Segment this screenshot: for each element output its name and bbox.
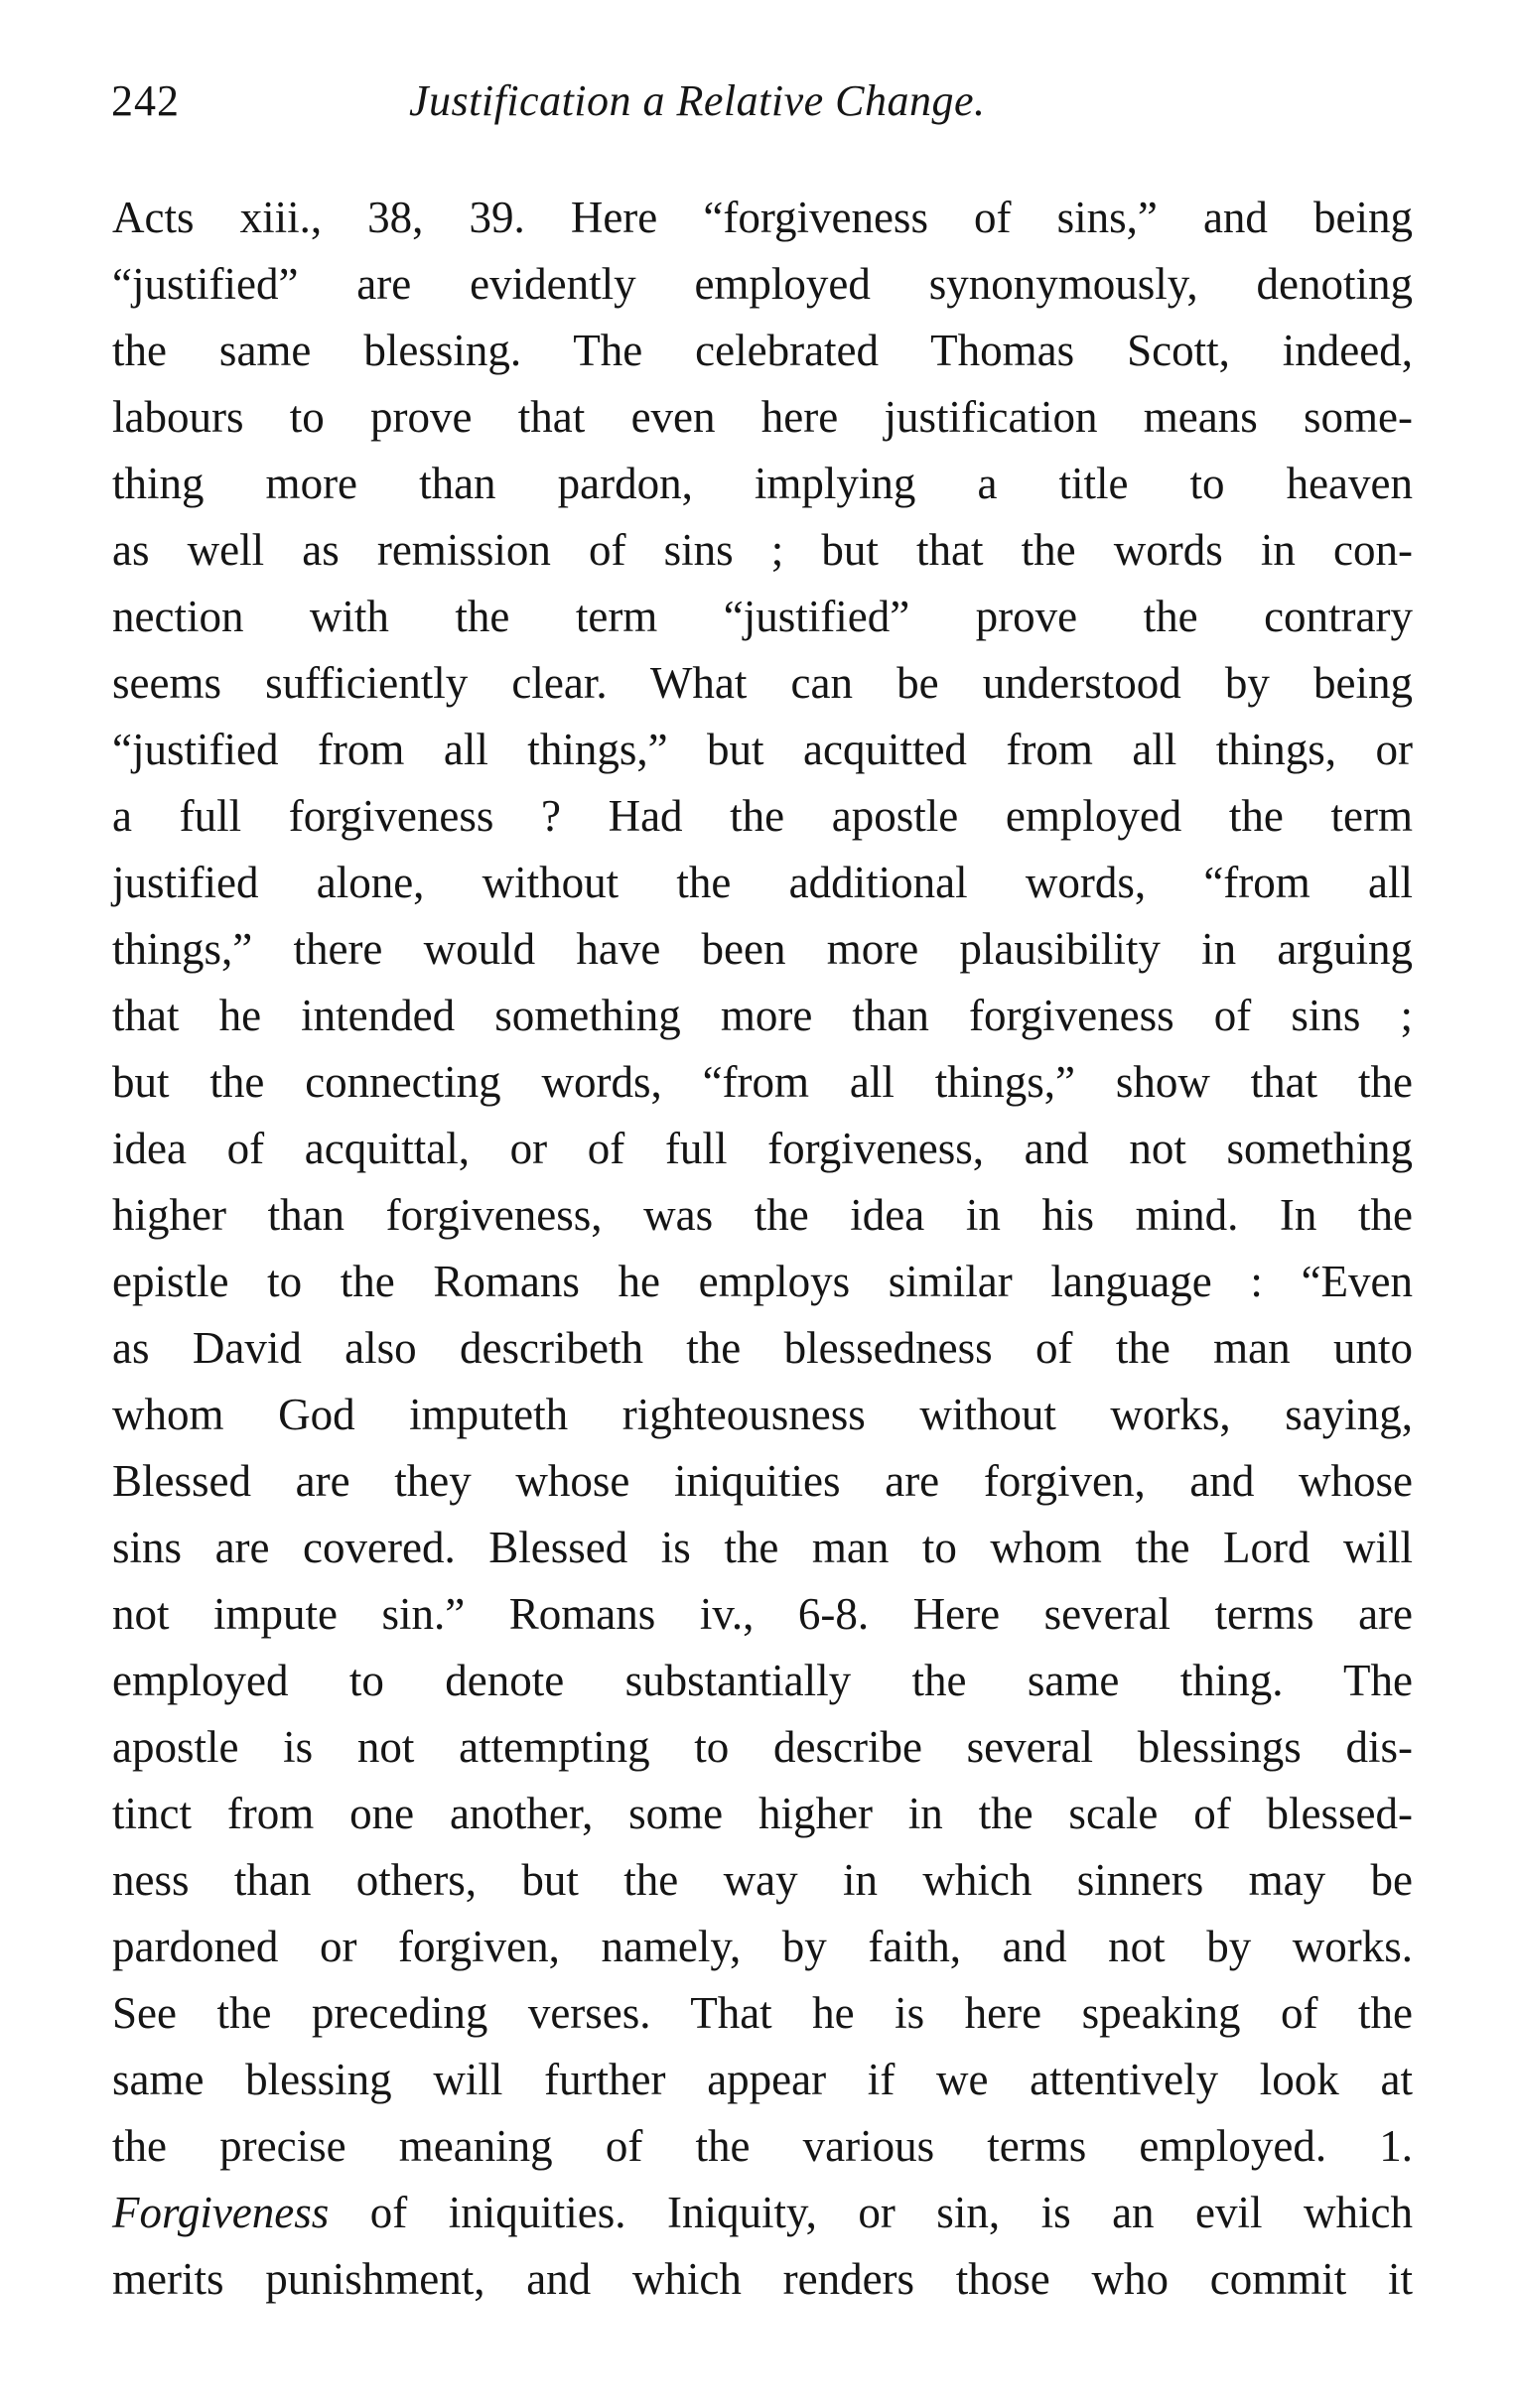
text-line: pardoned or forgiven, namely, by faith, and not by works. [112, 1922, 1413, 1971]
text-line: whom God imputeth righteousness without works, saying, [112, 1390, 1413, 1439]
text-line: not impute sin.” Romans iv., 6-8. Here several terms are [112, 1589, 1413, 1639]
text-line: Blessed are they whose iniquities are forgiven, and whose [112, 1456, 1413, 1506]
text-line: idea of acquittal, or of full forgiveness, and not something [112, 1124, 1413, 1173]
text-line: employed to denote substantially the same thing. The [112, 1656, 1413, 1705]
text-line: “justified from all things,” but acquitted from all things, or [112, 725, 1413, 774]
text-line: See the preceding verses. That he is here speaking of the [112, 1988, 1413, 2038]
text-line: as well as remission of sins ; but that the words in con- [112, 525, 1413, 575]
body-text [112, 185, 1413, 2313]
text-line: tinct from one another, some higher in the scale of blessed- [112, 1789, 1413, 1838]
text-line: thing more than pardon, implying a title to heaven [112, 459, 1413, 508]
text-line: things,” there would have been more plausibility in arguing [112, 924, 1413, 974]
text-line: a full forgiveness ? Had the apostle employed the term [112, 791, 1413, 841]
text-line: sins are covered. Blessed is the man to whom the Lord will [112, 1523, 1413, 1572]
text-line: nection with the term “justified” prove the contrary [112, 592, 1413, 641]
text-line: “justified” are evidently employed synonymously, denoting [112, 259, 1413, 309]
text-line: labours to prove that even here justification means some- [112, 392, 1413, 442]
italic-term: Forgiveness [112, 2188, 330, 2237]
text-line: but the connecting words, “from all things,” show that the [112, 1057, 1413, 1107]
text-line: merits punishment, and which renders those who commit it [112, 2254, 1413, 2304]
text-line-with-italic [112, 2180, 1413, 2246]
text-line: higher than forgiveness, was the idea in his mind. In the [112, 1190, 1413, 1240]
text-line: seems sufficiently clear. What can be understood by being [112, 658, 1413, 708]
text-line: same blessing will further appear if we attentively look at [112, 2055, 1413, 2104]
text-line: the precise meaning of the various terms employed. 1. [112, 2121, 1413, 2171]
text-line: as David also describeth the blessedness of the man unto [112, 1323, 1413, 1373]
text-line: apostle is not attempting to describe several blessings dis- [112, 1722, 1413, 1772]
text-line: epistle to the Romans he employs similar language : “Even [112, 1257, 1413, 1306]
text-line: Acts xiii., 38, 39. Here “forgiveness of sins,” and being [112, 193, 1413, 242]
text-line: that he intended something more than forgiveness of sins ; [112, 991, 1413, 1040]
text-line: justified alone, without the additional words, “from all [112, 858, 1413, 907]
running-title: Justification a Relative Change. [409, 76, 986, 125]
text-line-rest: of iniquities. Iniquity, or sin, is an evil which [329, 2188, 1413, 2237]
page-number: 242 [111, 76, 180, 125]
text-line: the same blessing. The celebrated Thomas Scott, indeed, [112, 326, 1413, 375]
text-line: ness than others, but the way in which sinners may be [112, 1855, 1413, 1905]
running-head [111, 71, 1412, 131]
